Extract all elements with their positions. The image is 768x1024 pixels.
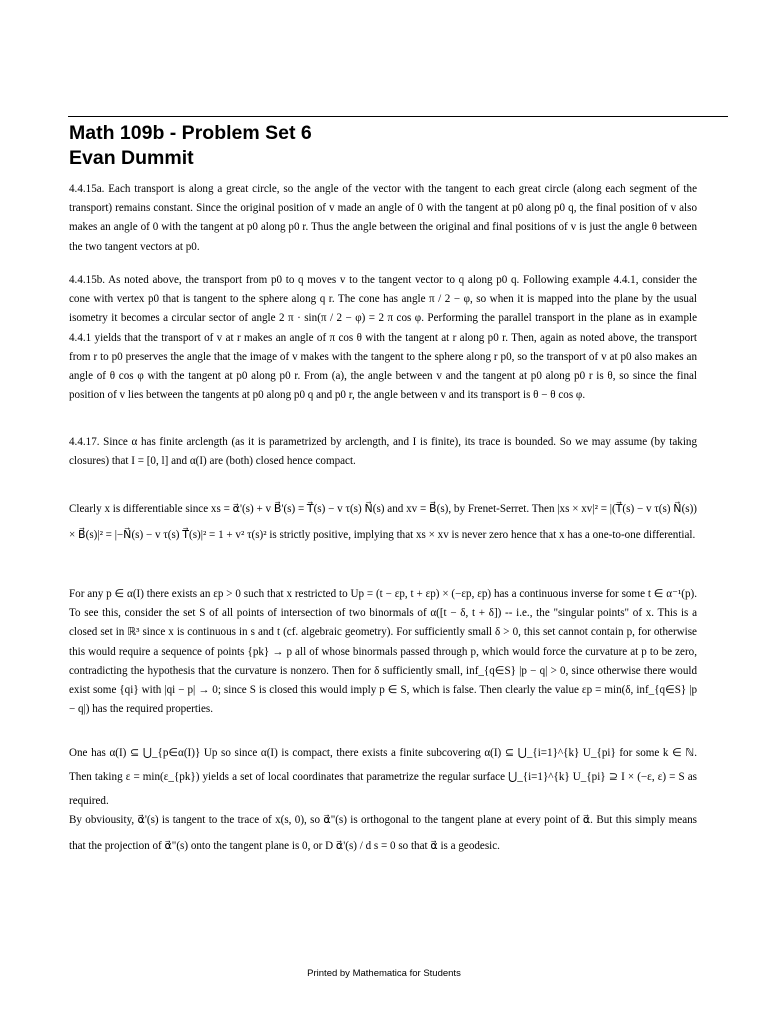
- paragraph-4-4-17: 4.4.17. Since α has finite arclength (as it is parametrized by arclength, and I is finite), its trace is bounded. So we may assume (by taking closures) that I = [0, l] and α(I) are (both) closed hence compact.: [69, 436, 697, 468]
- header-rule: [68, 116, 728, 117]
- paragraph-continuous-inverse: For any p ∈ α(I) there exists an εp > 0 such that x restricted to Up = (t − εp, t + εp) × (−εp, εp) has a continuous inverse for some t ∈ α⁻¹(p). To see this, consider the set S of all points of intersection of two binormals of α([t − δ, t + δ]) -- i.e., the "singular points" of x. This is a closed set in ℝ³ since x is continuous in s and t (cf. algebraic geometry). For sufficiently small δ > 0, this set cannot contain p, for otherwise this would require a sequence of points {pk} → p all of whose binormals passed through p, which would force the curvature at p to be zero, contradicting the hypothesis that the curvature is nonzero. Then for δ sufficiently small, inf_{q∈S} |p − q| > 0, since otherwise there would exist some {qi} with |qi − p| → 0; since S is closed this would imply p ∈ S, which is false. Then clearly the value εp = min(δ, inf_{q∈S} |p − q|) has the required properties.: [69, 588, 697, 716]
- paragraph-4-4-15b: 4.4.15b. As noted above, the transport from p0 to q moves v to the tangent vector to q along p0 q. Following example 4.4.1, consider the cone with vertex p0 that is tangent to the sphere along q r. The cone has angle π / 2 − φ, so when it is mapped into the plane by the usual isometry it becomes a circular sector of angle 2 π · sin(π / 2 − φ) = 2 π cos φ. Performing the parallel transport in the plane as in example 4.4.1 yields that the transport of v at r makes an angle of π cos θ with the tangent at r along p0 r. Then, again as noted above, the transport from r to p0 preserves the angle that the image of v makes with the tangent to the sphere along r p0, so the transport of v at p0 also makes an angle of θ cos φ with the tangent at p0 along p0 r. From (a), the angle between v and the tangent at p0 along p0 r is θ, so since the final position of v lies between the tangents at p0 along p0 q and p0 r, the angle between v and its transport is θ − θ cos φ.: [69, 274, 697, 402]
- paragraph-4-4-15a: 4.4.15a. Each transport is along a great circle, so the angle of the vector with the tangent to each great circle (along each segment of the transport) remains constant. Since the original position of v made an angle of 0 with the tangent at p0 along p0 q, the final position of v also makes an angle of 0 with the tangent at p0 along p0 r. Thus the angle between the original and final positions of v is just the angle θ between the two tangent vectors at p0.: [69, 183, 697, 253]
- page-footer: Printed by Mathematica for Students: [307, 968, 461, 979]
- paragraph-subcovering: One has α(I) ⊆ ⋃_{p∈α(I)} Up so since α(I) is compact, there exists a finite subcovering α(I) ⊆ ⋃_{i=1}^{k} U_{pi} for some k ∈ ℕ. Then taking ε = min(ε_{pk}) yields a set of local coordinates that parametrize the regular surface ⋃_{i=1}^{k} U_{pi} ⊇ I × (−ε, ε) = S as required.: [69, 747, 697, 807]
- paragraph-geodesic: By obviousity, α⃗'(s) is tangent to the trace of x(s, 0), so α⃗"(s) is orthogonal to the tangent plane at every point of α⃗. But this simply means that the projection of α⃗"(s) onto the tangent plane is 0, or D α⃗'(s) / d s = 0 so that α⃗ is a geodesic.: [69, 814, 697, 852]
- paragraph-differentiable: Clearly x is differentiable since xs = α⃗'(s) + v B⃗'(s) = T⃗(s) − v τ(s) N⃗(s) and xv = B⃗(s), by Frenet-Serret. Then |xs × xv|² = |(T⃗(s) − v τ(s) N⃗(s)) × B⃗(s)|² = |−N⃗(s) − v τ(s) T⃗(s)|² = 1 + v² τ(s)² is strictly positive, implying that xs × xv is never zero hence that x has a one-to-one differential.: [69, 503, 697, 541]
- document-author: Evan Dummit: [69, 147, 194, 169]
- document-title: Math 109b - Problem Set 6: [69, 122, 312, 144]
